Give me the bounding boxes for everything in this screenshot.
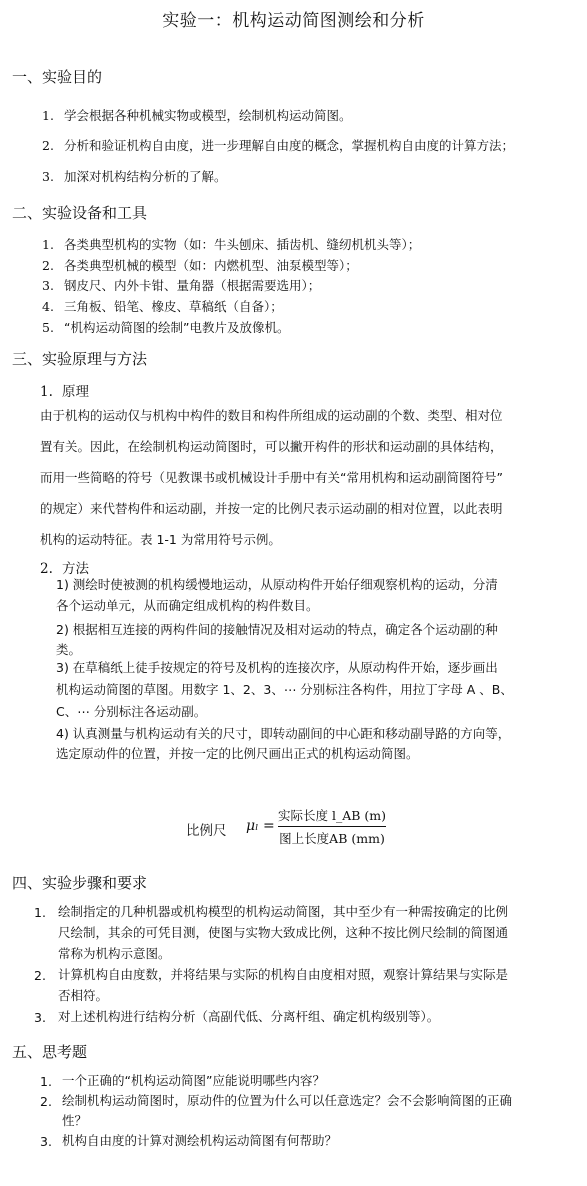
formula-fraction (278, 806, 386, 847)
method-line: 1) 测绘时使被测的机构缓慢地运动，从原动构件开始仔细观察机构的运动，分清 (56, 577, 498, 592)
section-heading-procedure: 四、实验步骤和要求 (12, 874, 148, 892)
method-line: 各个运动单元，从而确定组成机构的构件数目。 (56, 598, 319, 613)
list-item: 3. 钢皮尺、内外卡钳、量角器（根据需要选用）； (42, 278, 321, 293)
section-heading-equipment: 二、实验设备和工具 (12, 204, 148, 222)
list-item: 5. “机构运动简图的绘制”电教片及放像机。 (42, 320, 290, 335)
paragraph-line: 而用一些简略的符号（见教课书或机械设计手册中有关“常用机构和运动副简图符号” (40, 470, 503, 485)
procedure-line: 尺绘制，其余的可凭目测，使图与实物大致成比例，这种不按比例尺绘制的简图通 (58, 925, 509, 940)
question-line: 绘制机构运动简图时，原动件的位置为什么可以任意选定？会不会影响简图的正确 (62, 1093, 513, 1108)
method-line: 2) 根据相互连接的两构件间的接触情况及相对运动的特点，确定各个运动副的种 (56, 622, 498, 637)
formula-symbol: μₗ = (246, 818, 275, 834)
method-line: 类。 (56, 642, 82, 657)
scale-formula (186, 802, 416, 852)
method-line: 4) 认真测量与机构运动有关的尺寸，即转动副间的中心距和移动副导路的方向等， (56, 726, 511, 741)
question-line: 性？ (62, 1113, 88, 1128)
paragraph-line: 置有关。因此，在绘制机构运动简图时，可以撇开构件的形状和运动副的具体结构， (40, 439, 503, 454)
section-heading-principles: 三、实验原理与方法 (12, 350, 148, 368)
list-item-number: 1. (34, 905, 46, 920)
list-item-number: 1. (40, 1074, 52, 1089)
procedure-line: 对上述机构进行结构分析（高副代低、分离杆组、确定机构级别等）。 (58, 1009, 440, 1024)
section-heading-questions: 五、思考题 (12, 1043, 88, 1061)
paragraph-line: 的规定）来代替构件和运动副，并按一定的比例尺表示运动副的相对位置，以此表明 (40, 501, 503, 516)
formula-denominator: 图上长度AB (mm) (279, 831, 385, 846)
paragraph-line: 机构的运动特征。表 1-1 为常用符号示例。 (40, 532, 281, 547)
question-line: 机构自由度的计算对测绘机构运动简图有何帮助？ (62, 1133, 338, 1148)
list-item-number: 2. (40, 1094, 52, 1109)
list-item: 1. 各类典型机构的实物（如：牛头刨床、插齿机、缝纫机机头等）； (42, 237, 421, 252)
section-heading-objectives: 一、实验目的 (12, 68, 103, 86)
method-line: 3) 在草稿纸上徒手按规定的符号及机构的连接次序，从原动构件开始，逐步画出 (56, 660, 498, 675)
list-item: 2. 各类典型机械的模型（如：内燃机型、油泵模型等）； (42, 258, 358, 273)
procedure-line: 计算机构自由度数，并将结果与实际的机构自由度相对照，观察计算结果与实际是 (58, 967, 509, 982)
method-line: 选定原动件的位置，并按一定的比例尺画出正式的机构运动简图。 (56, 746, 419, 761)
procedure-line: 常称为机构示意图。 (58, 946, 171, 961)
formula-numerator: 实际长度 l_AB (m) (278, 806, 386, 827)
list-item: 3. 加深对机构结构分析的了解。 (42, 169, 227, 184)
procedure-line: 绘制指定的几种机器或机构模型的机构运动简图，其中至少有一种需按确定的比例 (58, 904, 509, 919)
procedure-line: 否相符。 (58, 988, 109, 1003)
question-line: 一个正确的“机构运动简图”应能说明哪些内容？ (62, 1073, 325, 1088)
subheading-principle: 1. 原理 (40, 384, 89, 400)
subheading-method: 2. 方法 (40, 561, 89, 577)
list-item-number: 2. (34, 968, 46, 983)
list-item-number: 3. (34, 1010, 46, 1025)
formula-label: 比例尺 (186, 823, 227, 839)
list-item: 1. 学会根据各种机械实物或模型，绘制机构运动简图。 (42, 108, 352, 123)
paragraph-line: 由于机构的运动仅与机构中构件的数目和构件所组成的运动副的个数、类型、相对位 (40, 408, 503, 423)
list-item-number: 3. (40, 1134, 52, 1149)
method-line: C、⋯ 分别标注各运动副。 (56, 704, 207, 719)
list-item: 4. 三角板、铅笔、橡皮、草稿纸（自备）； (42, 299, 283, 314)
method-line: 机构运动简图的草图。用数字 1、2、3、⋯ 分别标注各构件，用拉丁字母 A 、B、 (56, 682, 513, 697)
document-title: 实验一：机构运动简图测绘和分析 (162, 11, 425, 31)
list-item: 2. 分析和验证机构自由度，进一步理解自由度的概念，掌握机构自由度的计算方法； (42, 138, 515, 153)
